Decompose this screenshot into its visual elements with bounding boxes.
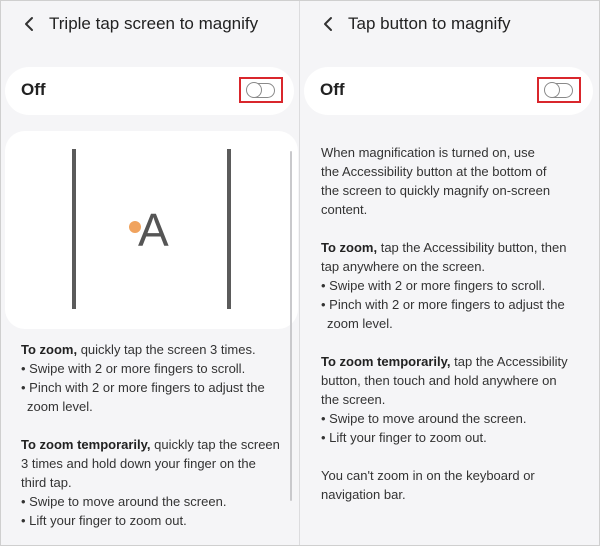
intro-line: When magnification is turned on, use (321, 145, 535, 160)
illustration-bar-right (227, 149, 231, 309)
intro-line: content. (321, 202, 368, 217)
zoom-bullet: • Swipe with 2 or more fingers to scroll. (21, 361, 246, 376)
triple-tap-panel (1, 1, 300, 545)
zoom-heading: To zoom, (321, 240, 378, 255)
zoom-rest: tap the Accessibility button, then (377, 240, 567, 255)
zoom-line (21, 340, 280, 359)
temp-bullet: • Lift your finger to zoom out. (21, 513, 187, 528)
temp-line: the screen. (321, 392, 386, 407)
header (1, 9, 300, 39)
page-title: Tap button to magnify (348, 14, 511, 33)
temp-line: 3 times and hold down your finger on the (21, 456, 256, 471)
switch-label: Off (320, 80, 345, 99)
temp-line: third tap. (21, 475, 72, 490)
zoom-heading: To zoom, (21, 342, 78, 357)
toggle-knob (246, 82, 262, 98)
intro-line: the Accessibility button at the bottom of (321, 164, 547, 179)
footer-line: navigation bar. (321, 487, 406, 502)
zoom-bullet: • Pinch with 2 or more fingers to adjust the (321, 297, 565, 312)
temp-line: button, then touch and hold anywhere on (321, 373, 557, 388)
zoom-bullet: zoom level. (27, 399, 93, 414)
switch-label: Off (21, 80, 46, 99)
temp-heading: To zoom temporarily, (21, 437, 151, 452)
back-arrow-icon[interactable] (21, 13, 39, 35)
scrollbar[interactable] (290, 151, 292, 501)
zoom-bullet: • Pinch with 2 or more fingers to adjust the (21, 380, 265, 395)
toggle-knob (544, 82, 560, 98)
back-arrow-icon[interactable] (320, 13, 338, 35)
master-switch-row[interactable] (5, 67, 294, 115)
temp-heading: To zoom temporarily, (321, 354, 451, 369)
illustration-letter: A (138, 204, 169, 256)
toggle-switch[interactable] (545, 83, 573, 98)
footer-line: You can't zoom in on the keyboard or (321, 468, 535, 483)
zoom-line (321, 238, 568, 257)
zoom-bullet: zoom level. (327, 316, 393, 331)
temp-bullet: • Swipe to move around the screen. (321, 411, 527, 426)
temp-bullet: • Swipe to move around the screen. (21, 494, 227, 509)
toggle-highlight-box (239, 77, 283, 103)
temp-rest: quickly tap the screen (150, 437, 280, 452)
zoom-line: tap anywhere on the screen. (321, 259, 486, 274)
master-switch-row[interactable] (304, 67, 593, 115)
instructions-text (321, 143, 568, 504)
toggle-highlight-box (537, 77, 581, 103)
zoom-rest: quickly tap the screen 3 times. (77, 342, 256, 357)
illustration-bar-left (72, 149, 76, 309)
temp-line (321, 352, 568, 371)
page-title: Triple tap screen to magnify (49, 14, 259, 33)
intro-line: the screen to quickly magnify on-screen (321, 183, 551, 198)
instructions-text (21, 340, 280, 530)
zoom-bullet: • Swipe with 2 or more fingers to scroll. (321, 278, 546, 293)
temp-bullet: • Lift your finger to zoom out. (321, 430, 487, 445)
temp-rest: tap the Accessibility (450, 354, 568, 369)
header (300, 9, 599, 39)
tap-button-panel (300, 1, 599, 545)
toggle-switch[interactable] (247, 83, 275, 98)
magnify-illustration (5, 131, 298, 329)
temp-line (21, 435, 280, 454)
